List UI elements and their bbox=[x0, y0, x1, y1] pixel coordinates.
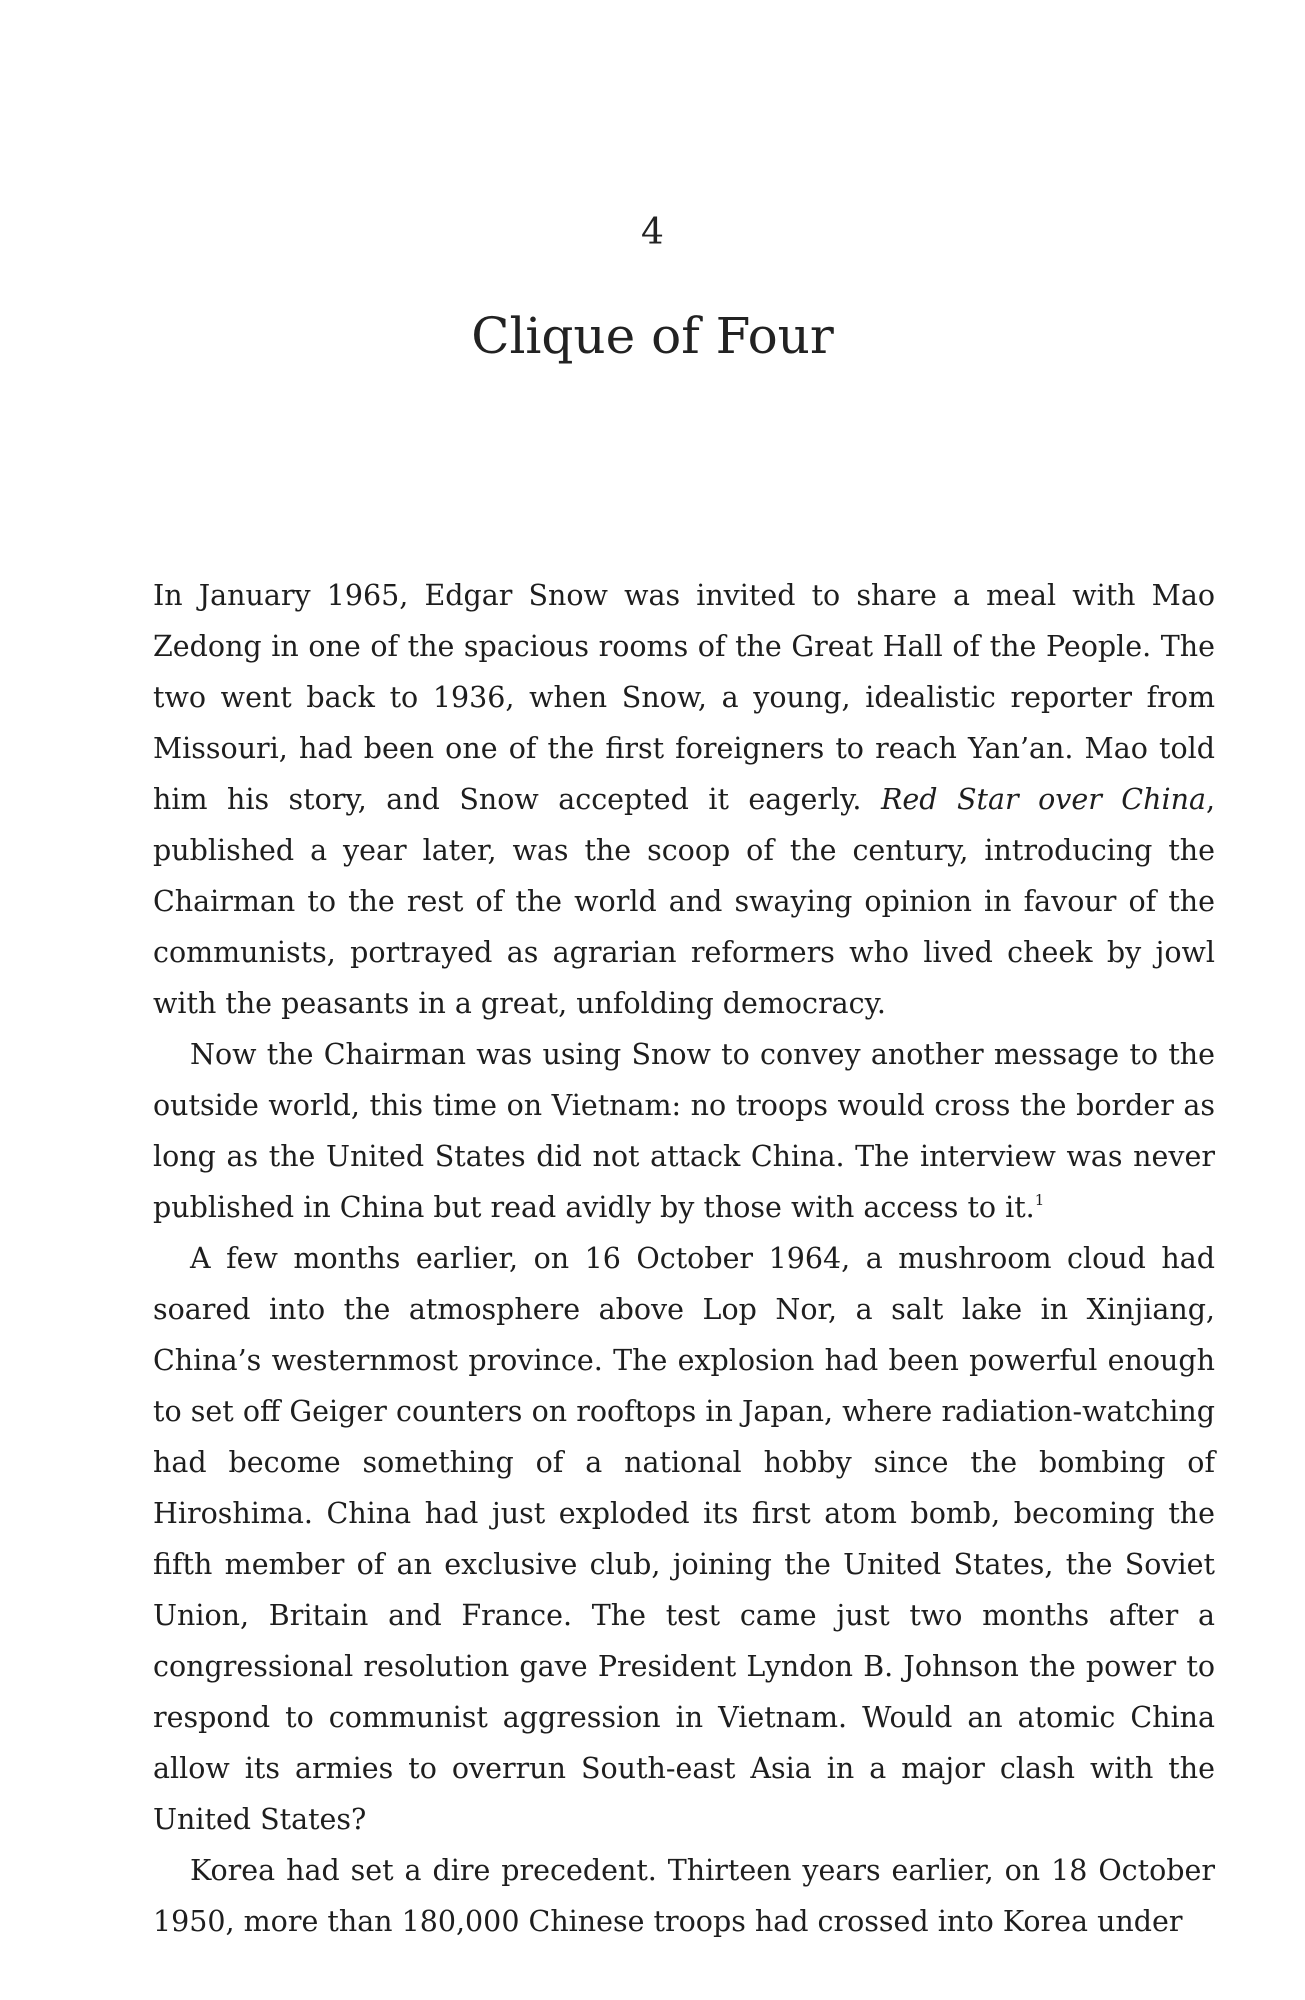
paragraph-2 bbox=[153, 1029, 1215, 1233]
chapter-title: Clique of Four bbox=[471, 307, 834, 365]
book-title-italic: Red Star over China bbox=[880, 783, 1206, 816]
paragraph-1-text-a: In January 1965, Edgar Snow was invited to share a meal with Mao Zedong in one of the spacious rooms of the Great Hall of the People. The two went back to 1936, when Snow, a young, idealistic reporter from Missouri, had been one of the first foreigners to reach Yan’an. Mao told him his story, and Snow accepted it eagerly. bbox=[153, 579, 1215, 816]
paragraph-1 bbox=[153, 570, 1215, 1029]
paragraph-2-text: Now the Chairman was using Snow to convey another message to the outside world, this time on Vietnam: no troops would cross the border as long as the United States did not attack China. The interview was never published in China but read avidly by those with access to it. bbox=[153, 1038, 1215, 1224]
paragraph-4 bbox=[153, 1845, 1215, 1947]
paragraph-4-text: Korea had set a dire precedent. Thirteen years earlier, on 18 October 1950, more than 180,000 Chinese troops had crossed into Korea under bbox=[153, 1854, 1215, 1938]
paragraph-1-text-b: , published a year later, was the scoop of the century, introducing the Chairman to the rest of the world and swaying opinion in favour of the communists, portrayed as agrarian reformers who lived cheek by jowl with the peasants in a great, unfolding democracy. bbox=[153, 783, 1215, 1020]
body-text bbox=[153, 570, 1215, 1947]
paragraph-3-text: A few months earlier, on 16 October 1964, a mushroom cloud had soared into the atmosphere above Lop Nor, a salt lake in Xinjiang, China’s westernmost province. The explosion had been powerful enough to set off Geiger counters on rooftops in Japan, where radiation-watching had become something of a national hobby since the bombing of Hiroshima. China had just exploded its first atom bomb, becoming the fifth member of an exclusive club, joining the United States, the Soviet Union, Britain and France. The test came just two months after a congressional resolution gave President Lyndon B. Johnson the power to respond to communist aggression in Vietnam. Would an atomic China allow its armies to overrun South-east Asia in a major clash with the United States? bbox=[153, 1242, 1215, 1836]
footnote-marker: 1 bbox=[1034, 1191, 1045, 1209]
paragraph-3 bbox=[153, 1233, 1215, 1845]
chapter-number: 4 bbox=[641, 212, 664, 253]
